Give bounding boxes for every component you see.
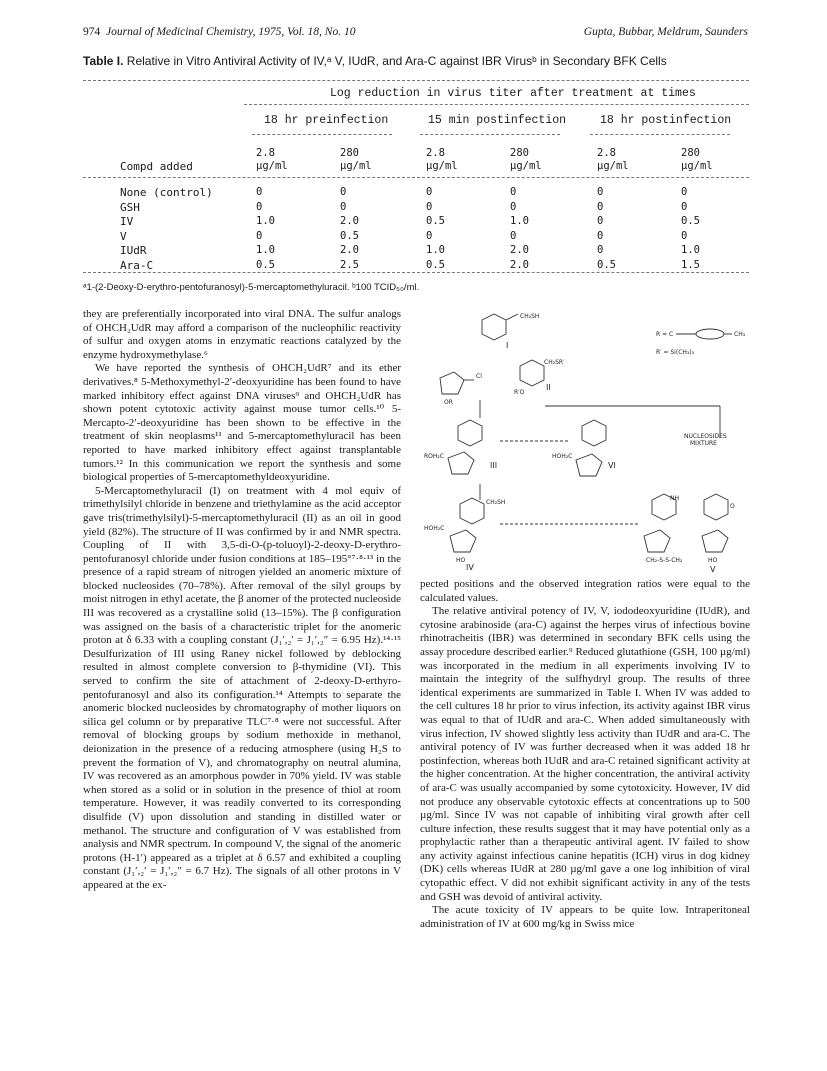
table-cell: 0 (510, 186, 517, 198)
synthesis-scheme (420, 308, 750, 576)
table-cell: 1.0 (256, 244, 275, 257)
running-header (83, 26, 748, 42)
sugar-ring-V-right (702, 530, 728, 552)
scheme-label-V: V (710, 565, 716, 574)
sugar-ring-V-left (644, 530, 670, 552)
scheme-text: NUCLEOSIDES (684, 433, 727, 440)
table-cell: 0 (681, 229, 688, 242)
table-cell: 0.5 (681, 215, 700, 228)
group-rule-2 (420, 134, 560, 135)
scheme-label-I: I (506, 341, 509, 350)
row-label: Ara-C (120, 259, 154, 272)
scheme-label-VI: VI (608, 461, 616, 470)
conc-unit: µg/ml (426, 160, 458, 172)
table-spanner: Log reduction in virus titer after treatment at times (330, 87, 696, 100)
conc-value: 2.8 (256, 147, 275, 159)
table-cell: 0 (426, 200, 433, 213)
conc-unit: µg/ml (681, 160, 713, 172)
table-cell: 0.5 (256, 259, 275, 271)
table-rule-bottom (83, 272, 749, 273)
table-cell: 0.5 (340, 229, 359, 242)
table-cell: 1.0 (256, 215, 275, 228)
ring-III (458, 420, 482, 446)
ring-VI (582, 420, 606, 446)
scheme-text: OR (444, 399, 453, 406)
conc-value: 2.8 (597, 147, 616, 159)
scheme-text: CH₃ (734, 331, 746, 338)
table-rule-spanner (244, 104, 749, 105)
paragraph: We have reported the synthesis of OHCH₂UdR⁷ and its ether derivatives.⁸ 5-Methoxymethyl-2′-deoxyuridine has been found to have marked inhibitory effect against DNA viruses⁹ and OHCH₂UdR has shown potent cytotoxic activity against mouse tumor cells.¹⁰ 5-Mercapto-2′-deoxyuridine has been shown to be effective in the treatment of skin neoplasms¹¹ and 5-mercaptomethyluracil has been reported to have marked inhibitory effect against transplantable tumors.¹² In this communication we report the synthesis and some biological properties of 5-mercaptomethyldeoxyuridine. (83, 362, 401, 484)
scheme-text: HO (456, 557, 466, 564)
scheme-text: Cl (476, 373, 482, 380)
scheme-text: NH (670, 495, 679, 502)
group-rule-3 (590, 134, 730, 135)
table-cell: 0.5 (426, 259, 445, 271)
scheme-text: ROH₂C (424, 453, 444, 460)
table-cell: 0 (597, 229, 604, 242)
header-left (83, 26, 355, 38)
conc-unit: µg/ml (597, 160, 629, 172)
conc-unit: µg/ml (256, 160, 288, 172)
paragraph: The relative antiviral potency of IV, V, iododeoxyuridine (IUdR), and cytosine arabinoside (ara-C) against the herpes virus of infectious bovine rhinotracheitis (IBR) was determined in secondary BFK cells using the assay procedure described earlier.⁹ Reduced glutathione (GSH, 100 µg/ml) was incorporated in the medium in all experiments involving IV to maintain the integrity of the sulfhydryl group. The results of three identical experiments are summarized in Table I. When IV was added to the cell cultures 18 hr prior to virus infection, its activity against IBR virus was equal to that of IUdR and ara-C. When added simultaneously with virus infection, IV showed slightly less activity than IUdR and ara-C. The antiviral potency of IV was further decreased when it was added 18 hr postinfection, whereas both IUdR and ara-C retained significant activity at the higher concentration. At the higher concentration, the antiviral activity of ara-C was usually accompanied by some cytotoxicity. However, IV did not produce any observable cytotoxic effects at concentrations up to 500 µg/ml. Since IV was not capable of inhibiting viral growth after cell culture infection, these results suggest that it may have potential only as a prophylactic rather than a therapeutic antiviral agent. IV failed to show any activity against infectious canine hepatitis (ICH) virus in dog kidney (DK) cells whereas IUdR at 280 µg/ml gave a one log inhibition of viral cytopathic effect. V did not exhibit significant activity in any of the tests and GSH was devoid of antiviral activity. (420, 605, 750, 903)
scheme-label-III: III (490, 461, 498, 470)
group-header-1: 18 hr preinfection (264, 114, 389, 127)
page-number: 974 (83, 26, 101, 38)
scheme-label-IV: IV (466, 563, 474, 572)
scheme-text: HO (708, 557, 718, 564)
table-caption-text: Relative in Vitro Antiviral Activity of IV,ᵃ V, IUdR, and Ara-C against IBR Virusᵇ in Secondary BFK Cells (126, 54, 667, 68)
conc-value: 2.8 (426, 147, 445, 159)
scheme-text: CH₂SH (520, 313, 540, 320)
authors: Gupta, Bubbar, Meldrum, Saunders (583, 26, 748, 38)
scheme-text: R = C (656, 331, 674, 338)
scheme-text: R′ = Si(CH₃)₃ (656, 349, 695, 356)
journal-citation: Journal of Medicinal Chemistry, 1975, Vol. 18, No. 10 (106, 26, 356, 38)
table-cell: 0 (426, 186, 433, 198)
table-cell: 0.5 (426, 215, 445, 228)
table-cell: 0.5 (597, 259, 616, 271)
table-cell: 0 (597, 244, 604, 257)
table-cell: 0 (340, 186, 347, 198)
right-column (420, 578, 750, 931)
stub-header: Compd added (120, 160, 193, 173)
conc-unit: µg/ml (510, 160, 542, 172)
table-caption-label: Table I. (83, 54, 124, 68)
ring-I (482, 314, 506, 340)
conc-value: 280 (510, 147, 529, 159)
row-label: IUdR (120, 244, 147, 258)
bond (506, 314, 518, 320)
paragraph: they are preferentially incorporated into viral DNA. The sulfur analogs of OHCH₂UdR may afford a comparison of the nucleophilic reactivity of sulfur and oxygen atoms in enzymatic reactions catalyzed by the enzyme hydroxymethylase.⁶ (83, 308, 401, 361)
scheme-text: O (730, 503, 735, 510)
table-cell: 2.5 (340, 259, 359, 271)
sugar-ring-IV (450, 530, 476, 552)
table-cell: 0 (256, 229, 263, 242)
group-header-3: 18 hr postinfection (600, 114, 732, 127)
paragraph: The acute toxicity of IV appears to be quite low. Intraperitoneal administration of IV at 600 mg/kg in Swiss mice (420, 904, 750, 930)
scheme-text: R′O (514, 389, 525, 396)
ring-IV (460, 498, 484, 524)
ring-II (520, 360, 544, 386)
row-label: V (120, 229, 127, 243)
table-cell: 1.0 (681, 244, 700, 257)
left-column (83, 308, 401, 893)
scheme-text: HOH₂C (552, 453, 573, 460)
table-cell: 0 (681, 200, 688, 213)
ring-V-right (704, 494, 728, 520)
table-cell: 0 (340, 200, 347, 213)
row-label: None (control) (120, 186, 213, 199)
scheme-text: CH₂SR′ (544, 359, 565, 366)
table-cell: 0 (256, 200, 263, 213)
conc-value: 280 (340, 147, 359, 159)
table-cell: 2.0 (510, 259, 529, 271)
scheme-text: CH₂SH (486, 499, 506, 506)
table-cell: 0 (426, 229, 433, 242)
table-cell: 0 (256, 186, 263, 198)
row-label: GSH (120, 200, 140, 214)
scheme-text: MIXTURE (690, 440, 717, 447)
conc-unit: µg/ml (340, 160, 372, 172)
sugar-ring-III (448, 452, 474, 474)
sugar-ring-VI (576, 454, 602, 476)
table-cell: 0 (681, 186, 688, 198)
toluene-ring (696, 329, 724, 339)
table-cell: 0 (597, 215, 604, 228)
table-footnote: ᵃ1-(2-Deoxy-D-erythro-pentofuranosyl)-5-mercaptomethyluracil. ᵇ100 TCID₅₀/ml. (83, 282, 420, 293)
scheme-label-II: II (546, 383, 551, 392)
scheme-text: HOH₂C (424, 525, 445, 532)
table-cell: 2.0 (510, 244, 529, 257)
scheme-text: CH₂-S-S-CH₂ (646, 557, 683, 564)
table-cell: 0 (597, 186, 604, 198)
table-cell: 0 (597, 200, 604, 213)
table-rule-top (83, 80, 749, 81)
paragraph: 5-Mercaptomethyluracil (I) on treatment with 4 mol equiv of trimethylsilyl chloride in benzene and triethylamine as the acid acceptor gave tris(trimethylsilyl)-5-mercaptomethyluracil (II) as an oil in good yield (82%). The structure of II was confirmed by ir and NMR spectra. Coupling of II with 3,5-di-O-(p-toluoyl)-2-deoxy-D-erythro-pentofuranosyl chloride under fusion conditions at 185–195°⁷·⁸·¹³ in the presence of a rapid stream of nitrogen yielded an anomeric mixture of blocked nucleosides (70–78%). After removal of the silyl groups by moist nitrogen in ethyl acetate, the β anomer of the protected nucleoside III was recovered as a crystalline solid (13–15%). The β configuration was assigned on the basis of a characteristic triplet for the anomeric proton at δ 6.33 with a coupling constant (J₁′,₂′ = J₁′,₂″ = 6.95 Hz).¹⁴·¹⁵ Desulfurization of III using Raney nickel followed by deblocking resulted in almost complete conversion to β-thymidine (VI). This served to confirm the site of attachment of 2-deoxy-D-erthyro-pentofuranosyl and also its configuration.¹⁴ Attempts to separate the anomeric blocked nucleosides by chromatography of mother liquors on silica gel column or by preparative TLC⁷·⁸ were not successful. After removal of blocking groups by sodium methoxide in methanol, deionization in the presence of a reducing atmosphere (using H₂S to prevent the formation of V), and chromatography on neutral alumina, IV was recovered as an amorphous powder in 70% yield. IV was stable when stored as a solid or in solution in the presence of thiol at room temperature. However, it was readily converted to its corresponding disulfide (V) upon dissolution and standing in distilled water or methanol. The structure and configuration of V was established from analysis and NMR spectrum. In compound V, the signal of the anomeric protons (H-1′) appeared as a triplet at δ 6.57 and exhibited a coupling constant (J₁′,₂′ = J₁′,₂″ = 6.7 Hz). The signals of all other protons in V appeared at the ex- (83, 484, 401, 891)
table-cell: 2.0 (340, 215, 359, 228)
table-cell: 1.0 (426, 244, 445, 257)
table-cell: 0 (510, 229, 517, 242)
group-rule-1 (252, 134, 392, 135)
table-cell: 0 (510, 200, 517, 213)
sugar-ring (440, 372, 464, 394)
row-label: IV (120, 215, 134, 229)
table-cell: 1.0 (510, 215, 529, 228)
conc-value: 280 (681, 147, 700, 159)
table-caption (83, 54, 783, 68)
table-rule-header (83, 177, 749, 178)
table-cell: 1.5 (681, 259, 700, 271)
group-header-2: 15 min postinfection (428, 114, 567, 127)
paragraph: pected positions and the observed integration ratios were equal to the calculated values. (420, 578, 750, 604)
table-cell: 2.0 (340, 244, 359, 257)
